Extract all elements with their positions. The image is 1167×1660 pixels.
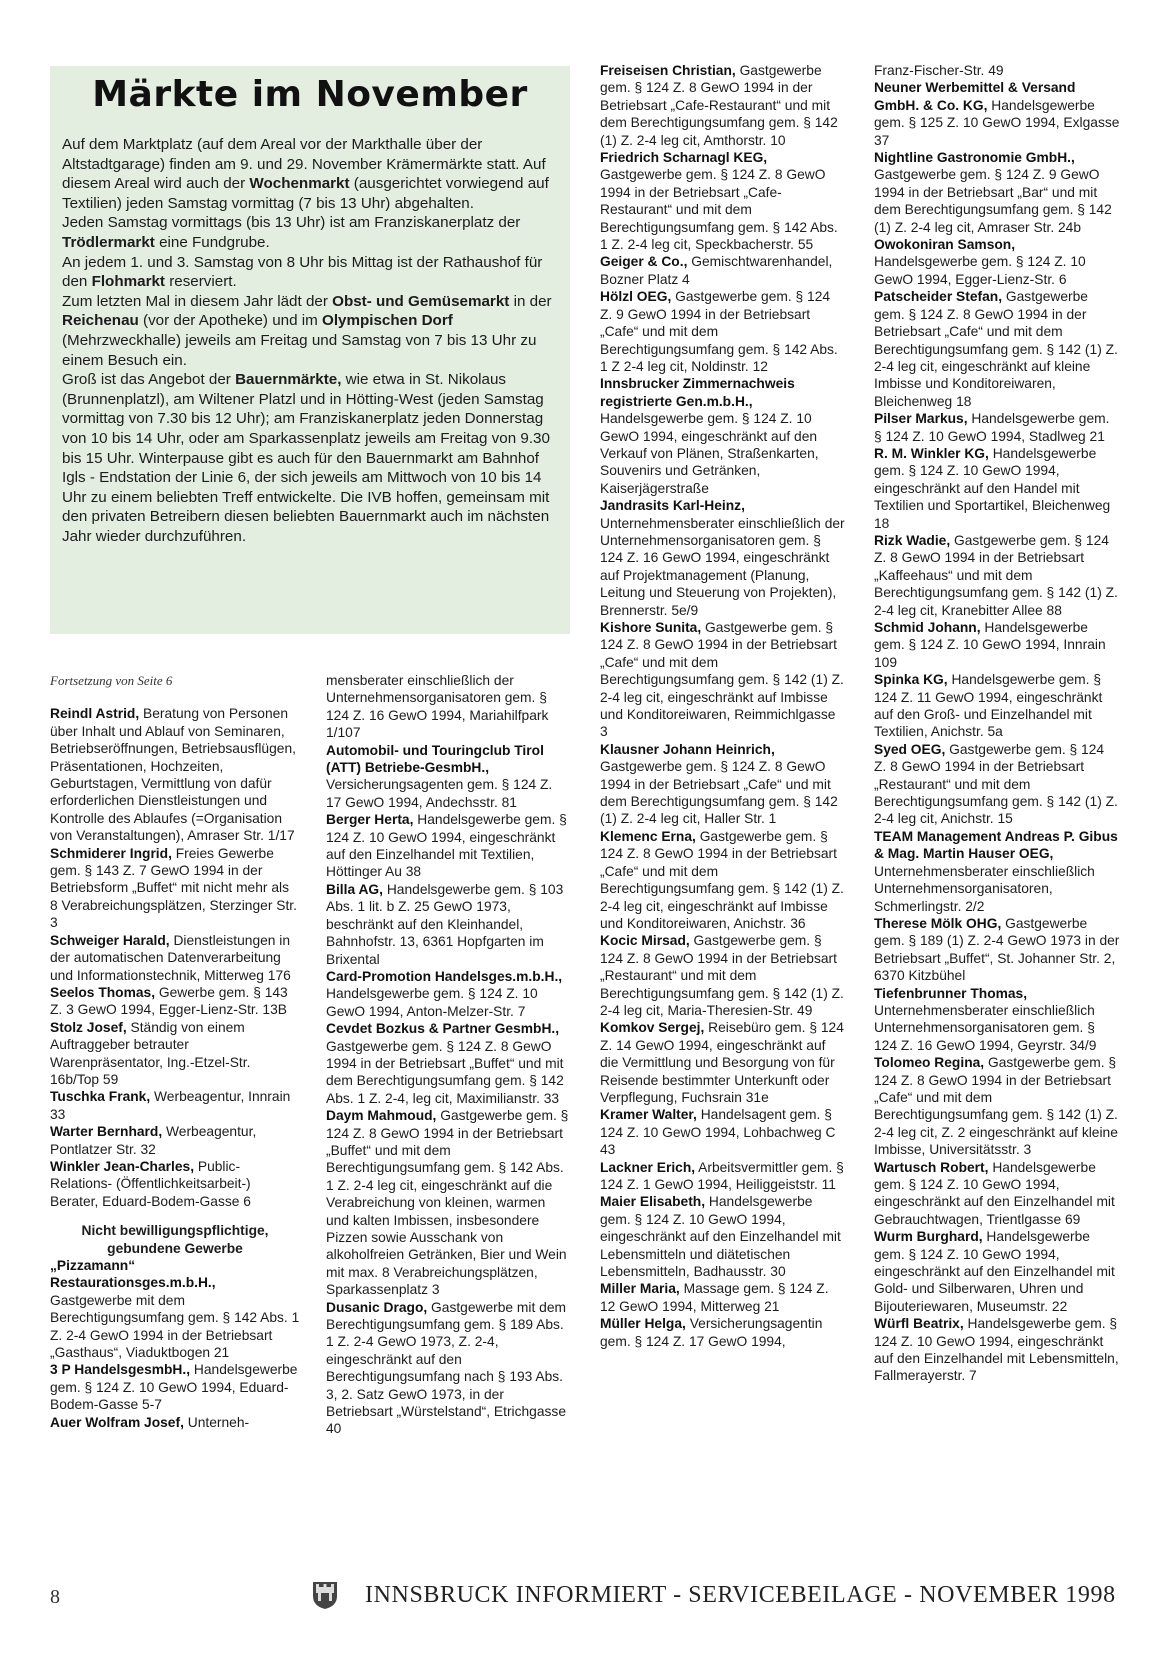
- listing-name: Wartusch Robert,: [874, 1159, 989, 1175]
- listing-name: 3 P HandelsgesmbH.,: [50, 1362, 191, 1378]
- listing-entry: [50, 932, 300, 984]
- paragraph-text: wie etwa in St. Nikolaus (Brunnenplatzl), am Wiltener Platzl und in Hötting-West (jeden Samstag vormittag von 7.30 bis 12 Uhr); am Franziskanerplatz jeden Donnerstag von 10 bis 14 Uhr, oder am Sparkassenplatz jeweils am Freitag von 9.30 bis 15 Uhr. Winterpause gibt es auch für den Bauernmarkt am Bahnhof Igls - Endstation der Linie 6, der sich jeweils am Mittwoch von 10 bis 14 Uhr zu einem beliebten Treff entwickelte. Die IVB hoffen, gemeinsam mit den privaten Betreibern diesen beliebten Bauernmarkt auch im nächsten Jahr wieder durchzuführen.: [62, 371, 550, 545]
- listing-name: Rizk Wadie,: [874, 532, 951, 548]
- listing-details: Unternehmensberater einschließlich Unternehmensorganisatoren gem. § 124 Z. 16 GewO 1994, Geyrstr. 34/9: [874, 1002, 1097, 1053]
- listing-entry: [50, 1088, 300, 1123]
- listing-entry: [874, 532, 1120, 619]
- listing-details: Gastgewerbe gem. § 124 Z. 8 GewO 1994 in der Betriebsart „Cafe-Restaurant“ und mit dem Berechtigungsumfang gem. § 142 Abs. 1 Z. 2-4 leg cit, Speckbacherstr. 55: [600, 167, 838, 253]
- listing-details: Reisebüro gem. § 124 Z. 14 GewO 1994, eingeschränkt auf die Vermittlung und Besorgung von für Reisende bestimmter Unterkunft oder Verpflegung, Fuchsrain 31e: [600, 1020, 844, 1105]
- innsbruck-crest-icon: [312, 1580, 338, 1610]
- listing-name: Geiger & Co.,: [600, 254, 688, 270]
- listing-entry: [874, 985, 1120, 1055]
- listing-entry: [874, 1054, 1120, 1158]
- listing-name: Dusanic Drago,: [326, 1299, 428, 1315]
- listing-details: Handelsgewerbe gem. § 124 Z. 10 GewO 1994, eingeschränkt auf den Verkauf von Plänen, Straßenkarten, Souvenirs und Getränken, Kaiserjägerstraße: [600, 411, 819, 496]
- listing-entry: [874, 79, 1120, 149]
- listing-details: Arbeitsvermittler gem. § 124 Z. 1 GewO 1994, Heiliggeiststr. 11: [600, 1159, 844, 1192]
- paragraph-text: An jedem 1. und 3. Samstag von 8 Uhr bis Mittag ist der Rathaushof für den: [62, 253, 543, 291]
- highlight-term: Obst- und Gemüsemarkt: [332, 292, 510, 310]
- listing-details: Gastgewerbe mit dem Berechtigungsumfang gem. § 189 Abs. 1 Z. 2-4 GewO 1973, Z. 2-4, eingeschränkt auf den Berechtigungsumfang nach § 193 Abs. 3, 2. Satz GewO 1973, in der Betriebsart „Würstelstand“, Etrichgasse 40: [326, 1299, 566, 1437]
- highlight-term: Wochenmarkt: [249, 175, 350, 193]
- listing-name: Nightline Gastronomie GmbH.,: [874, 150, 1075, 166]
- box-paragraph: [62, 135, 562, 213]
- listing-details: Handelsgewerbe gem. § 124 Z. 10 GewO 1994, eingeschränkt auf den Handel mit Textilien und Sportartikel, Bleichenweg 18: [874, 445, 1111, 531]
- listing-name: Pilser Markus,: [874, 411, 968, 427]
- listing-name: Kocic Mirsad,: [600, 933, 690, 949]
- listing-details: Versicherungsagenten gem. § 124 Z. 17 GewO 1994, Andechsstr. 81: [326, 777, 553, 810]
- listing-entry: [600, 149, 846, 253]
- listing-name: Reindl Astrid,: [50, 706, 140, 722]
- listing-entry: [874, 619, 1120, 671]
- listing-name: Jandrasits Karl-Heinz,: [600, 498, 745, 514]
- listing-name: Schweiger Harald,: [50, 932, 170, 948]
- listing-name: Schmiderer Ingrid,: [50, 845, 172, 861]
- listing-details: Unternehmensberater einschließlich Unternehmensorganisatoren, Schmerlingstr. 2/2: [874, 863, 1095, 914]
- listing-entry: [326, 811, 571, 881]
- listing-details: Gewerbe gem. § 143 Z. 3 GewO 1994, Egger-Lienz-Str. 13B: [50, 984, 288, 1018]
- listing-name: Lackner Erich,: [600, 1159, 696, 1175]
- listing-name: Müller Helga,: [600, 1316, 686, 1332]
- paragraph-text: Zum letzten Mal in diesem Jahr lädt der: [62, 292, 333, 310]
- listing-details: Handelsgewerbe gem. § 124 Z. 10 GewO 1994, Egger-Lienz-Str. 6: [874, 254, 1086, 287]
- listing-details: Freies Gewerbe gem. § 143 Z. 7 GewO 1994 in der Betriebsform „Buffet“ mit nicht mehr als 8 Verabreichungsplätzen, Sterzinger Str. 3: [50, 845, 297, 931]
- listing-name: Syed OEG,: [874, 741, 946, 757]
- listing-name: Tiefenbrunner Thomas,: [874, 985, 1028, 1001]
- listing-details: Dienstleistungen in der automatischen Datenverarbeitung und Informationstechnik, Mitterweg 176: [50, 932, 291, 983]
- listing-entry: [326, 1299, 571, 1438]
- highlight-term: Olympischen Dorf: [322, 312, 453, 330]
- listing-entry: [50, 1414, 300, 1431]
- box-title: Märkte im November: [92, 74, 528, 115]
- listing-entry: [874, 1315, 1120, 1385]
- listing-details: Gastgewerbe gem. § 124 Z. 8 GewO 1994 in der Betriebsart „Restaurant“ und mit dem Berechtigungsumfang gem. § 142 (1) Z. 2-4 leg cit, Anichstr. 15: [874, 741, 1118, 827]
- box-paragraph: [62, 213, 562, 252]
- column-2: [326, 672, 571, 1438]
- box-paragraph: [62, 292, 562, 370]
- listing-entry: [50, 845, 300, 932]
- paragraph-text: in der: [509, 292, 552, 310]
- listing-entry: [874, 828, 1120, 915]
- listing-entry: [50, 705, 300, 844]
- listing-entry: [600, 288, 846, 375]
- listing-details: Handelsgewerbe gem. § 124 Z. 11 GewO 1994, eingeschränkt auf den Groß- und Einzelhandel mit Textilien, Anichstr. 5a: [874, 672, 1103, 740]
- listing-name: Patscheider Stefan,: [874, 289, 1003, 305]
- listing-entry: [874, 445, 1120, 532]
- listing-name: Warter Bernhard,: [50, 1124, 163, 1140]
- listing-name: Daym Mahmoud,: [326, 1108, 437, 1124]
- listing-entry: [50, 1361, 300, 1413]
- listing-entry: [600, 1315, 846, 1350]
- listing-details: Unterneh-: [183, 1414, 250, 1430]
- listing-details: Handelsgewerbe gem. § 124 Z. 10 GewO 1994, eingeschränkt auf den Einzelhandel mit Gold- und Silberwaren, Uhren und Bijouteriewaren, Museumstr. 22: [874, 1229, 1115, 1314]
- paragraph-text: (ausgerichtet vorwiegend auf Textilien) jeden Samstag vormittag (7 bis 13 Uhr) abgehalten.: [62, 175, 549, 212]
- listing-name: Tuschka Frank,: [50, 1089, 151, 1105]
- listing-entry: [326, 881, 571, 968]
- listing-entry: [600, 1106, 846, 1158]
- listing-details: Werbeagentur, Pontlatzer Str. 32: [50, 1124, 257, 1157]
- listing-details: Gastgewerbe gem. § 124 Z. 9 GewO 1994 in der Betriebsart „Cafe“ und mit dem Berechtigungsumfang gem. § 142 Abs. 1 Z 2-4 leg cit, Noldinstr. 12: [600, 289, 838, 374]
- listing-name: Card-Promotion Handelsges.m.b.H.,: [326, 968, 563, 984]
- listing-details: Handelsgewerbe gem. § 124 Z. 10 GewO 1994, Eduard-Bodem-Gasse 5-7: [50, 1362, 298, 1413]
- box-paragraph: [62, 253, 562, 292]
- listing-name: Miller Maria,: [600, 1281, 680, 1297]
- listing-entry: [326, 672, 571, 742]
- listing-name: Therese Mölk OHG,: [874, 915, 1002, 931]
- listing-details: Gastgewerbe gem. § 124 Z. 8 GewO 1994 in der Betriebsart „Kaffeehaus“ und mit dem Berechtigungsumfang gem. § 142 (1) Z. 2-4 leg cit, Kranebitter Allee 88: [874, 532, 1118, 618]
- listing-name: Kramer Walter,: [600, 1107, 697, 1123]
- listing-details: Gastgewerbe gem. § 124 Z. 8 GewO 1994 in der Betriebsart „Cafe“ und mit dem Berechtigungsumfang gem. § 142 (1) Z. 2-4 leg cit, Haller Str. 1: [600, 759, 838, 827]
- listing-details: Gastgewerbe gem. § 124 Z. 8 GewO 1994 in der Betriebsart „Cafe“ und mit dem Berechtigungsumfang gem. § 142 (1) Z. 2-4 leg cit, eingeschränkt auf kleine Imbisse und Konditoreiwaren, Bleichenweg 18: [874, 289, 1118, 409]
- listing-details: Massage gem. § 124 Z. 12 GewO 1994, Mitterweg 21: [600, 1281, 829, 1314]
- listing-name: R. M. Winkler KG,: [874, 445, 989, 461]
- listing-entry: [600, 62, 846, 149]
- listing-name: Winkler Jean-Charles,: [50, 1158, 195, 1174]
- listing-name: Auer Wolfram Josef,: [50, 1414, 184, 1430]
- paragraph-text: Auf dem Marktplatz (auf dem Areal vor der Markthalle über der Altstadtgarage) finden am 9. und 29. November Krämermärkte statt. Auf diesem Areal wird auch der: [62, 136, 546, 193]
- listing-details: Gastgewerbe gem. § 124 Z. 8 GewO 1994 in der Betriebsart „Buffet“ und mit dem Berechtigungsumfang gem. § 142 Abs. 1 Z. 2-4 leg cit, eingeschränkt auf die Verabreichung von kleinen, warmen und kalten Imbissen, insbesondere Pizzen sowie Ausschank von alkoholfreien Getränken, Bier und Wein mit max. 8 Verabreichungsplätzen, Sparkassenplatz 3: [326, 1108, 569, 1298]
- listing-details: Gemischtwarenhandel, Bozner Platz 4: [600, 254, 833, 287]
- listing-details: Handelsgewerbe gem. § 124 Z. 10 GewO 1994, eingeschränkt auf den Einzelhandel mit Gebrauchtwagen, Trientlgasse 69: [874, 1159, 1115, 1227]
- listing-entry: [874, 410, 1120, 445]
- listing-name: Owokoniran Samson,: [874, 237, 1016, 253]
- listing-name: Wurm Burghard,: [874, 1229, 983, 1245]
- section-heading: Nicht bewilligungspflichtige, gebundene Gewerbe: [81, 1223, 269, 1256]
- listing-details: Gastgewerbe gem. § 124 Z. 8 GewO 1994 in der Betriebsart „Cafe-Restaurant“ und mit dem Berechtigungsumfang gem. § 142 (1) Z. 2-4 leg cit, Amthorstr. 10: [600, 63, 838, 148]
- column-4: [874, 62, 1120, 1385]
- highlight-term: Reichenau: [62, 312, 139, 330]
- listing-entry: [600, 497, 846, 619]
- highlight-term: Bauernmärkte,: [235, 371, 342, 389]
- listing-entry: [874, 236, 1120, 288]
- listing-name: Cevdet Bozkus & Partner GesmbH.,: [326, 1021, 560, 1037]
- listing-name: Klemenc Erna,: [600, 828, 696, 844]
- listing-name: Freiseisen Christian,: [600, 63, 736, 78]
- listing-details: Public-Relations- (Öffentlichkeitsarbeit-) Berater, Eduard-Bodem-Gasse 6: [50, 1158, 251, 1209]
- listing-name: Friedrich Scharnagl KEG,: [600, 150, 768, 166]
- listing-entry: [600, 741, 846, 828]
- listing-entry: [874, 1228, 1120, 1315]
- listing-entry: [326, 742, 571, 812]
- box-text: [62, 135, 562, 546]
- listing-details: Gastgewerbe gem. § 189 (1) Z. 2-4 GewO 1973 in der Betriebsart „Buffet“, St. Johanner Str. 2, 6370 Kitzbühel: [874, 915, 1120, 984]
- listing-entry: [50, 1019, 300, 1089]
- listing-details: Gastgewerbe gem. § 124 Z. 9 GewO 1994 in der Betriebsart „Bar“ und mit dem Berechtigungsumfang gem. § 142 (1) Z. 2-4 leg cit, Amraser Str. 24b: [874, 167, 1112, 235]
- listing-entry: [874, 62, 1120, 79]
- paragraph-text: eine Fundgrube.: [154, 233, 270, 251]
- listing-name: Schmid Johann,: [874, 620, 981, 635]
- listing-entry: [326, 1020, 571, 1107]
- paragraph-text: (Mehrzweckhalle) jeweils am Freitag und Samstag von 7 bis 13 Uhr zu einem Besuch ein.: [62, 331, 537, 369]
- listing-name: Komkov Sergej,: [600, 1020, 705, 1036]
- paragraph-text: Groß ist das Angebot der: [62, 371, 236, 389]
- listing-entry: [326, 968, 571, 1020]
- paragraph-text: Jeden Samstag vormittags (bis 13 Uhr) ist am Franziskanerplatz der: [62, 214, 521, 232]
- listing-entry: [874, 915, 1120, 985]
- listing-details: Handelsgewerbe gem. § 124 Z. 10 GewO 1994, eingeschränkt auf den Einzelhandel mit Lebensmitteln, Fallmerayerstr. 7: [874, 1316, 1119, 1384]
- listing-details: Gastgewerbe gem. § 124 Z. 8 GewO 1994 in der Betriebsart „Buffet“ und mit dem Berechtigungsumfang gem. § 142 Abs. 1 Z. 2-4, leg cit, Maximilianstr. 33: [326, 1038, 564, 1106]
- page-number: 8: [50, 1586, 60, 1608]
- paragraph-text: reserviert.: [164, 273, 237, 291]
- listing-details: Handelsgewerbe gem. § 124 Z. 10 GewO 1994, Innrain 109: [874, 620, 1106, 670]
- listing-details: Handelsgewerbe gem. § 124 Z. 10 GewO 1994, Stadlweg 21: [874, 411, 1110, 444]
- listing-entry: [326, 1107, 571, 1298]
- listing-details: Werbeagentur, Innrain 33: [50, 1089, 291, 1122]
- column-3: [600, 62, 846, 1350]
- column-1: [50, 672, 300, 1431]
- listing-details: Versicherungsagentin gem. § 124 Z. 17 GewO 1994,: [600, 1316, 823, 1349]
- listing-entry: [50, 1158, 300, 1210]
- listing-entry: [874, 149, 1120, 236]
- listing-name: Kishore Sunita,: [600, 620, 702, 635]
- listing-name: Berger Herta,: [326, 812, 414, 828]
- listing-entry: [600, 1193, 846, 1280]
- listing-name: Stolz Josef,: [50, 1019, 127, 1035]
- listing-details: Gastgewerbe mit dem Berechtigungsumfang gem. § 142 Abs. 1 Z. 2-4 GewO 1994 in der Betriebsart „Gasthaus“, Viaduktbogen 21: [50, 1292, 300, 1361]
- listing-entry: [50, 1257, 300, 1361]
- listing-entry: [600, 619, 846, 741]
- highlight-term: Flohmarkt: [91, 273, 165, 291]
- listing-details: Handelsagent gem. § 124 Z. 10 GewO 1994, Lohbachweg C 43: [600, 1107, 836, 1158]
- listing-details: Gastgewerbe gem. § 124 Z. 8 GewO 1994 in der Betriebsart „Cafe“ und mit dem Berechtigungsumfang gem. § 142 (1) Z. 2-4 leg cit, eingeschränkt auf Imbisse und Konditoreiwaren, Anichstr. 36: [600, 828, 844, 931]
- listing-details: Handelsgewerbe gem. § 124 Z. 10 GewO 1994, Anton-Melzer-Str. 7: [326, 986, 538, 1019]
- listing-name: Innsbrucker Zimmernachweis registrierte Gen.m.b.H.,: [600, 376, 795, 409]
- listing-name: „Pizzamann“ Restaurationsges.m.b.H.,: [50, 1258, 216, 1291]
- listing-entry: [600, 253, 846, 288]
- listing-details: mensberater einschließlich der Unternehmensorganisatoren gem. § 124 Z. 16 GewO 1994, Mariahilfpark 1/107: [326, 673, 549, 741]
- listing-entry: [50, 984, 300, 1019]
- listing-details: Handelsgewerbe gem. § 124 Z. 10 GewO 1994, eingeschränkt auf den Einzelhandel mit Textilien, Höttinger Au 38: [326, 812, 567, 880]
- listing-details: Ständig von einem Auftraggeber betrauter Warenpräsentator, Ing.-Etzel-Str. 16b/Top 59: [50, 1019, 251, 1087]
- listing-details: Gastgewerbe gem. § 124 Z. 8 GewO 1994 in der Betriebsart „Cafe“ und mit dem Berechtigungsumfang gem. § 142 (1) Z. 2-4 leg cit, eingeschränkt auf Imbisse und Konditoreiwaren, Reimmichlgasse 3: [600, 620, 844, 740]
- listing-details: Handelsgewerbe gem. § 125 Z. 10 GewO 1994, Exlgasse 37: [874, 97, 1120, 148]
- listing-entry: [600, 1019, 846, 1106]
- listing-name: Würfl Beatrix,: [874, 1316, 964, 1332]
- listing-details: Franz-Fischer-Str. 49: [874, 63, 1004, 78]
- listing-name: Seelos Thomas,: [50, 984, 156, 1000]
- listing-entry: [600, 375, 846, 497]
- listing-details: Handelsgewerbe gem. § 124 Z. 10 GewO 1994, eingeschränkt auf den Einzelhandel mit Lebensmitteln und diätetischen Lebensmitteln, Badhausstr. 30: [600, 1194, 841, 1280]
- listing-name: Billa AG,: [326, 881, 383, 897]
- listing-details: Unternehmensberater einschließlich der Unternehmensorganisatoren gem. § 124 Z. 16 GewO 1994, eingeschränkt auf Projektmanagement (Planung, Leitung und Steuerung von Projekten), Brennerstr. 5e/9: [600, 515, 845, 618]
- listing-entry: [874, 288, 1120, 410]
- listing-name: Neuner Werbemittel & Versand GmbH. & Co. KG,: [874, 80, 1076, 113]
- listing-name: Tolomeo Regina,: [874, 1055, 985, 1071]
- listing-name: Spinka KG,: [874, 672, 948, 688]
- listing-name: Maier Elisabeth,: [600, 1194, 706, 1210]
- page-footer: [50, 1578, 1120, 1618]
- listing-details: Beratung von Personen über Inhalt und Ablauf von Seminaren, Betriebseröffnungen, Betriebsausflügen, Präsentationen, Hochzeiten, Geburtstagen, Vermittlung von dafür erforderlichen Dienstleistungen und Kontrolle des Ablaufes (=Organisation von Veranstaltungen), Amraser Str. 1/17: [50, 706, 296, 844]
- listing-entry: [600, 932, 846, 1019]
- listing-name: TEAM Management Andreas P. Gibus & Mag. Martin Hauser OEG,: [874, 828, 1118, 862]
- listing-details: Gastgewerbe gem. § 124 Z. 8 GewO 1994 in der Betriebsart „Restaurant“ und mit dem Berechtigungsumfang gem. § 142 (1) Z. 2-4 leg cit, Maria-Theresien-Str. 49: [600, 933, 844, 1018]
- listing-entry: [50, 1123, 300, 1158]
- listing-entry: [600, 1159, 846, 1194]
- listing-name: Hölzl OEG,: [600, 289, 672, 305]
- box-paragraph: [62, 370, 562, 546]
- listing-entry: [874, 1159, 1120, 1229]
- listing-entry: [600, 1280, 846, 1315]
- listing-name: Klausner Johann Heinrich,: [600, 741, 775, 757]
- paragraph-text: (vor der Apotheke) und im: [138, 312, 322, 330]
- listing-name: Automobil- und Touringclub Tirol (ATT) Betriebe-GesmbH.,: [326, 742, 544, 776]
- listing-entry: [600, 828, 846, 932]
- footer-title: INNSBRUCK INFORMIERT - SERVICEBEILAGE - NOVEMBER 1998: [365, 1582, 1116, 1608]
- listing-details: Handelsgewerbe gem. § 103 Abs. 1 lit. b Z. 25 GewO 1973, beschränkt auf den Kleinhandel, Bahnhofstr. 13, 6361 Hopfgarten im Brixental: [326, 881, 564, 967]
- listing-entry: [874, 741, 1120, 828]
- listing-entry: [874, 671, 1120, 741]
- listing-details: Gastgewerbe gem. § 124 Z. 8 GewO 1994 in der Betriebsart „Cafe“ und mit dem Berechtigungsumfang gem. § 142 (1) Z. 2-4 leg cit, Z. 2 eingeschränkt auf kleine Imbisse, Universitätsstr. 3: [874, 1055, 1118, 1158]
- highlight-term: Trödlermarkt: [62, 233, 155, 251]
- continuation-note: Fortsetzung von Seite 6: [50, 673, 173, 688]
